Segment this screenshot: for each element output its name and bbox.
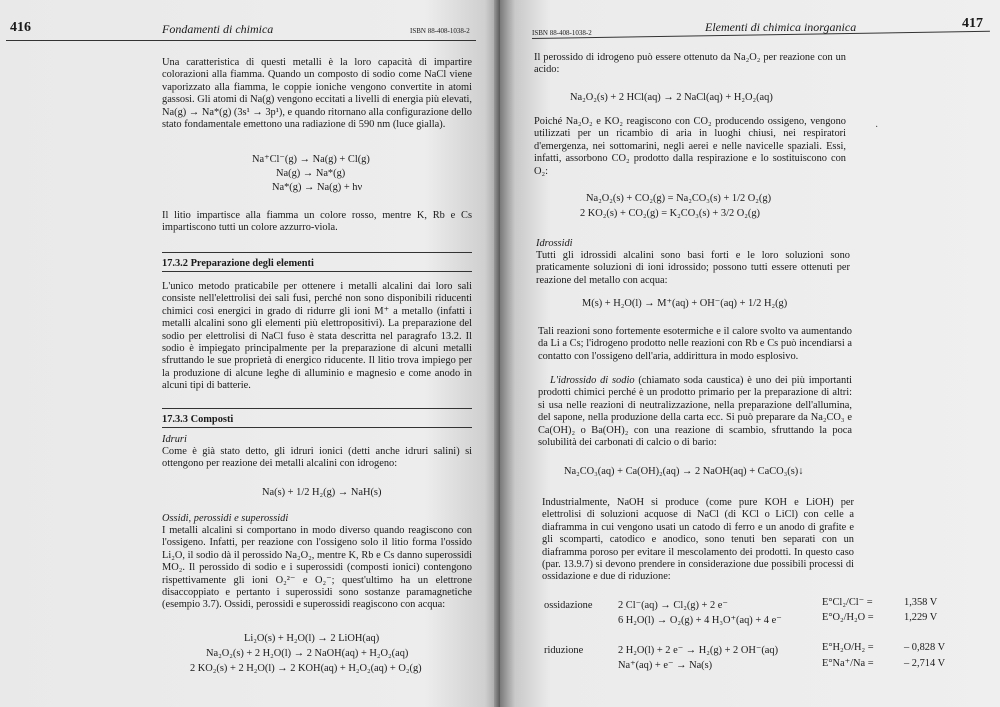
subheading-ossidi: Ossidi, perossidi e superossidi	[162, 513, 289, 524]
peroxide-equation: Na₂O₂(s) + 2 HCl(aq) → 2 NaCl(aq) + H₂O₂(aq)	[570, 92, 773, 103]
hydride-equation: Na(s) + 1/2 H₂(g) → NaH(s)	[262, 487, 382, 498]
water-equation-3: 2 KO₂(s) + 2 H₂O(l) → 2 KOH(aq) + H₂O₂(aq) + O₂(g)	[190, 663, 422, 674]
potential-sym-4: E°Na⁺/Na =	[822, 658, 874, 669]
flame-equation-3: Na*(g) → Na(g) + hν	[272, 182, 363, 193]
left-oxides-paragraph: I metalli alcalini si comportano in modo diverso quando reagiscono con l'ossigeno. Infatti, per reazione con l'ossigeno solo il litio forma l'ossido Li₂O, il sodio dà il perossido Na₂O₂, mentre K, Rb e Cs danno superossidi MO₂. Il perossido di sodio e i superossidi (composti ionici) contengono rispettivamente gli ioni O₂²⁻ e O₂⁻; quest'ultimo ha un elettrone disaccoppiato e pertanto i superossidi sono sostanze paramagnetiche (esempio 3.7). Ossidi, perossidi e superossidi reagiscono con acqua:	[162, 525, 472, 611]
section-title-composti: 17.3.3 Composti	[162, 414, 234, 425]
left-isbn: ISBN 88-408-1038-2	[410, 27, 470, 35]
flame-equation-1: Na⁺Cl⁻(g) → Na(g) + Cl(g)	[252, 154, 370, 165]
carbonate-equation: Na₂CO₃(aq) + Ca(OH)₂(aq) → 2 NaOH(aq) + CaCO₃(s)↓	[564, 466, 804, 477]
flame-equation-2: Na(g) → Na*(g)	[276, 168, 346, 179]
left-page-number: 416	[10, 20, 31, 35]
potential-eq-3: 2 H₂O(l) + 2 e⁻ → H₂(g) + 2 OH⁻(aq)	[618, 645, 779, 656]
left-hydride-paragraph: Come è già stato detto, gli idruri ionici (detti anche idruri salini) si ottengono per reazione dei metalli alcalini con idrogeno:	[162, 446, 472, 470]
soda-term: L'idrossido di sodio	[550, 375, 635, 386]
right-isbn: ISBN 88-408-1038-2	[532, 29, 592, 37]
section-rule-1b	[162, 271, 472, 272]
right-industrial-paragraph: Industrialmente, NaOH si produce (come pure KOH e LiOH) per elettrolisi di soluzioni acquose di NaCl (di KCl o LiCl) con celle a diaframma in cui vengono usati un catodo di ferro e un anodo di grafite e gli scomparti, catodico e anodico, sono tenuti ben separati con un diaframma poroso per evitare il mescolamento dei prodotti. In questo caso (par. 13.9.7) si devono prendere in considerazione due possibili processi di ossidazione e due di riduzione:	[542, 497, 854, 583]
right-exothermic-paragraph: Tali reazioni sono fortemente esotermiche e il calore svolto va aumentando da Li a Cs; l'idrogeno prodotto nelle reazioni con Rb e Cs può incendiarsi a contatto con l'ossigeno dell'aria, addirittura in modo esplosivo.	[538, 326, 852, 362]
potential-sym-1: E°Cl₂/Cl⁻ =	[822, 597, 873, 608]
soda-text: (chiamato soda caustica) è uno dei più importanti prodotti chimici perché è un prodotto primario per la preparazione di altri: si usa nelle reazioni di neutralizzazione, nella preparazione dell'allumina, del sapone, nella produzione della carta ecc. Si può preparare da Na₂CO₃ e Ca(OH)₂ o Ba(OH)₂ con una reazione di scambio, sfruttando la poca solubilità dei carbonati di calcio o di bario:	[538, 375, 852, 449]
potential-sym-2: E°O₂/H₂O =	[822, 612, 874, 623]
left-intro-paragraph: Una caratteristica di questi metalli è la loro capacità di impartire colorazioni alla fiamma. Quando un composto di sodio come NaCl viene vaporizzato alla fiamma, le coppie ioniche vengono convertite in atomi gassosi. Gli atomi di Na(g) vengono eccitati a livelli di energia più elevati, Na(g) → Na*(g) (3s¹ → 3p¹), e quando ritornano alla configurazione dello stato fondamentale emettono una radiazione di 590 nm (luce gialla).	[162, 57, 472, 131]
left-lithium-paragraph: Il litio impartisce alla fiamma un colore rosso, mentre K, Rb e Cs impartiscono tutti un colore azzurro-viola.	[162, 210, 472, 234]
potential-val-2: 1,229 V	[904, 612, 938, 623]
right-running-head: Elementi di chimica inorganica	[705, 20, 857, 34]
potential-label-oxidation: ossidazione	[544, 600, 593, 611]
section-rule-2	[162, 408, 472, 409]
potential-val-1: 1,358 V	[904, 597, 938, 608]
potential-eq-1: 2 Cl⁻(aq) → Cl₂(g) + 2 e⁻	[618, 600, 728, 611]
right-hydroxides-paragraph: Tutti gli idrossidi alcalini sono basi forti e le loro soluzioni sono praticamente soluzioni di ioni idrossido; possono tutti essere ottenuti per reazione del metallo con acqua:	[536, 250, 850, 286]
left-running-head: Fondamenti di chimica	[162, 22, 274, 36]
section-title-preparazione: 17.3.2 Preparazione degli elementi	[162, 258, 314, 269]
water-equation-2: Na₂O₂(s) + 2 H₂O(l) → 2 NaOH(aq) + H₂O₂(aq)	[206, 648, 409, 659]
water-equation-1: Li₂O(s) + H₂O(l) → 2 LiOH(aq)	[244, 633, 380, 644]
potential-label-reduction: riduzione	[544, 645, 584, 656]
right-soda-paragraph	[538, 375, 852, 449]
section-rule-1	[162, 252, 472, 253]
page-speck: ·	[875, 122, 879, 133]
potential-sym-3: E°H₂O/H₂ =	[822, 642, 874, 653]
left-preparation-paragraph: L'unico metodo praticabile per ottenere i metalli alcalini dai loro sali consiste nell'elettrolisi dei sali fusi, perché non sono disponibili riducenti chimici così energici in grado di ridurre gli ioni M⁺ a metallo (infatti i metalli alcalini sono gli elementi più elettropositivi). La preparazione del sodio per elettrolisi di NaCl fuso è stata descritta nel paragrafo 13.2. Il sodio è impiegato principalmente per la preparazione di alcuni metalli sfruttando le sue proprietà di energico riducente. Il litio trova impiego per la produzione di alcune leghe di alluminio e magnesio e come anodo in alcuni tipi di batterie.	[162, 281, 472, 392]
section-rule-2b	[162, 427, 472, 428]
right-co2-paragraph: Poiché Na₂O₂ e KO₂ reagiscono con CO₂ producendo ossigeno, vengono utilizzati per un ricambio di aria in luoghi chiusi, nei respiratori d'emergenza, nei sottomarini, negli aerei e nelle navicelle spaziali. Essi, infatti, assorbono CO₂ prodotto dalla respirazione e lo sostituiscono con O₂:	[534, 116, 846, 177]
co2-equation-2: 2 KO₂(s) + CO₂(g) = K₂CO₃(s) + 3/2 O₂(g)	[580, 208, 760, 219]
subheading-idrossidi: Idrossidi	[536, 238, 573, 249]
subheading-idruri: Idruri	[162, 434, 187, 445]
left-header-rule	[6, 40, 476, 41]
right-peroxide-paragraph: Il perossido di idrogeno può essere ottenuto da Na₂O₂ per reazione con un acido:	[534, 52, 846, 76]
potential-eq-4: Na⁺(aq) + e⁻ → Na(s)	[618, 660, 713, 671]
co2-equation-1: Na₂O₂(s) + CO₂(g) = Na₂CO₃(s) + 1/2 O₂(g)	[586, 193, 772, 204]
potential-val-4: – 2,714 V	[904, 658, 946, 669]
right-page	[500, 0, 1000, 707]
right-page-number: 417	[962, 16, 983, 31]
potential-eq-2: 6 H₂O(l) → O₂(g) + 4 H₃O⁺(aq) + 4 e⁻	[618, 615, 782, 626]
potential-val-3: – 0,828 V	[904, 642, 946, 653]
metal-water-equation: M(s) + H₂O(l) → M⁺(aq) + OH⁻(aq) + 1/2 H₂(g)	[582, 298, 788, 309]
